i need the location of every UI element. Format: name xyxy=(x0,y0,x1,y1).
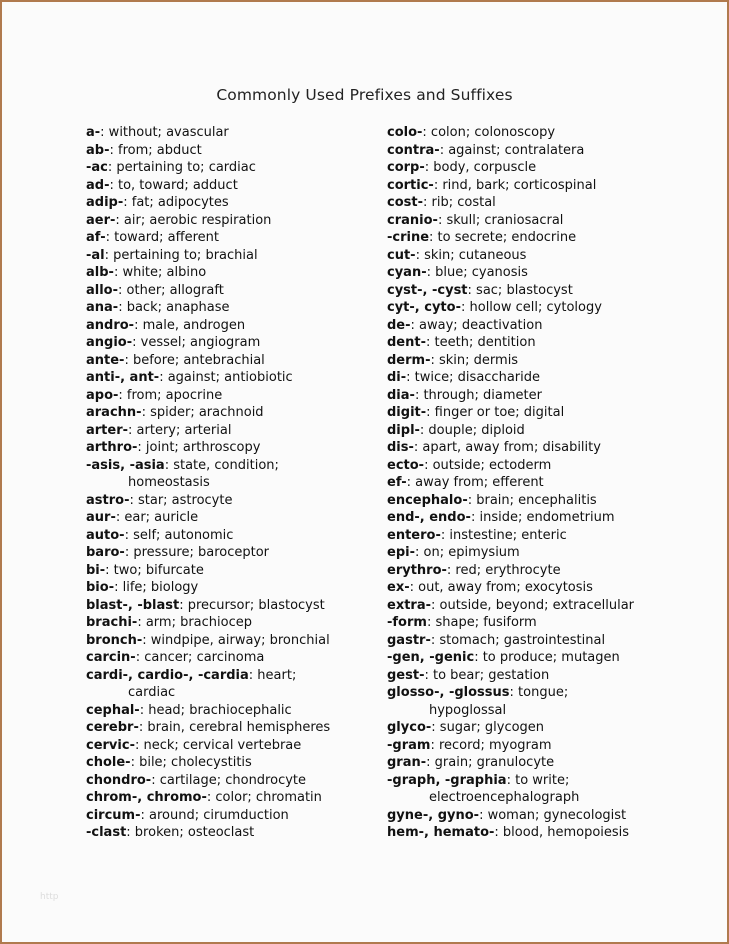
entry-term: -asis, -asia xyxy=(86,457,165,473)
entry-term: cyst-, -cyst xyxy=(387,282,468,298)
glossary-entry xyxy=(86,789,376,807)
entry-definition-continuation: cardiac xyxy=(128,685,176,700)
entry-definition: : rind, bark; corticospinal xyxy=(433,177,597,193)
entry-term: -clast xyxy=(86,825,127,840)
entry-definition: : through; diameter xyxy=(414,387,542,403)
entry-term: cortic- xyxy=(387,177,434,193)
entry-term: cranio- xyxy=(387,212,438,228)
entry-term: ex- xyxy=(387,580,410,595)
entry-term: entero- xyxy=(387,527,441,543)
entry-definition: : outside, beyond; extracellular xyxy=(431,597,635,613)
entry-definition: : brain, cerebral hemispheres xyxy=(138,720,331,735)
entry-term: glyco- xyxy=(387,720,432,735)
glossary-entry xyxy=(86,142,376,160)
glossary-entry xyxy=(86,597,376,615)
glossary-entry xyxy=(387,317,687,335)
glossary-entry xyxy=(387,807,687,825)
glossary-entry xyxy=(86,579,376,597)
entry-definition: : pressure; baroceptor xyxy=(124,545,270,560)
entry-definition: : broken; osteoclast xyxy=(126,825,255,840)
entry-term: ante- xyxy=(86,352,125,368)
entry-term: bio- xyxy=(86,580,115,595)
entry-definition: : rib; costal xyxy=(423,195,496,210)
glossary-entry xyxy=(86,562,376,580)
glossary-entry xyxy=(86,334,376,352)
glossary-entry xyxy=(387,194,687,212)
glossary-entry xyxy=(387,719,687,737)
entry-definition: : brain; encephalitis xyxy=(467,492,597,508)
glossary-entry xyxy=(387,422,687,440)
glossary-entry xyxy=(86,824,376,842)
entry-term: dia- xyxy=(387,387,415,403)
glossary-entry xyxy=(387,684,687,719)
entry-definition: : against; contralatera xyxy=(439,142,585,158)
entry-term: hem-, hemato- xyxy=(387,825,495,840)
glossary-entry xyxy=(387,457,687,475)
glossary-entry xyxy=(387,159,687,177)
entry-term: allo- xyxy=(86,282,119,298)
entry-definition: : white; albino xyxy=(113,265,207,280)
glossary-entry xyxy=(387,509,687,527)
glossary-entry xyxy=(86,212,376,230)
glossary-entry xyxy=(387,264,687,282)
entry-definition: : to bear; gestation xyxy=(424,667,550,683)
glossary-entry xyxy=(387,754,687,772)
entry-definition: : vessel; angiogram xyxy=(132,335,261,350)
glossary-entry xyxy=(387,527,687,545)
glossary-entry xyxy=(86,124,376,142)
entry-term: -gram xyxy=(387,737,431,753)
entry-term: dipl- xyxy=(387,422,420,438)
entry-term: astro- xyxy=(86,492,130,508)
entry-definition-continuation: homeostasis xyxy=(128,475,210,490)
glossary-entry xyxy=(387,597,687,615)
entry-term: gran- xyxy=(387,755,427,770)
entry-term: cyan- xyxy=(387,265,427,280)
glossary-entry xyxy=(86,457,376,492)
entry-definition: : bile; cholecystitis xyxy=(130,755,252,770)
glossary-entry xyxy=(86,632,376,650)
glossary-entry xyxy=(86,177,376,195)
entry-definition: : around; cirumduction xyxy=(140,807,289,823)
entry-term: ecto- xyxy=(387,457,425,473)
entry-term: ab- xyxy=(86,142,110,158)
entry-term: chrom-, chromo- xyxy=(86,790,207,805)
glossary-entry xyxy=(387,247,687,265)
entry-term: extra- xyxy=(387,597,431,613)
entry-term: dis- xyxy=(387,440,414,455)
glossary-entry xyxy=(387,334,687,352)
glossary-entry xyxy=(387,649,687,667)
glossary-entry xyxy=(86,299,376,317)
entry-term: cyt-, cyto- xyxy=(387,300,461,315)
entry-definition: : skull; craniosacral xyxy=(437,212,564,228)
glossary-entry xyxy=(86,754,376,772)
entry-definition: : away from; efferent xyxy=(406,475,544,490)
glossary-entry xyxy=(387,212,687,230)
entry-definition: : apart, away from; disability xyxy=(413,440,601,455)
entry-term: epi- xyxy=(387,545,415,560)
entry-definition: : star; astrocyte xyxy=(129,492,233,508)
entry-term: arter- xyxy=(86,422,129,438)
entry-definition: : sugar; glycogen xyxy=(431,720,545,735)
entry-term: colo- xyxy=(387,125,423,140)
entry-definition: : spider; arachnoid xyxy=(141,405,264,420)
glossary-entry xyxy=(86,282,376,300)
page-title: Commonly Used Prefixes and Suffixes xyxy=(216,86,513,104)
entry-term: -graph, -graphia xyxy=(387,772,507,788)
glossary-entry xyxy=(86,702,376,720)
entry-definition: : joint; arthroscopy xyxy=(137,440,261,455)
entry-term: af- xyxy=(86,230,106,245)
glossary-entry xyxy=(86,264,376,282)
entry-term: derm- xyxy=(387,352,431,368)
entry-term: auto- xyxy=(86,527,125,543)
entry-definition: : arm; brachiocep xyxy=(137,615,252,630)
entry-term: chondro- xyxy=(86,772,152,788)
entry-term: carcin- xyxy=(86,650,136,665)
entry-definition: : other; allograft xyxy=(118,282,224,298)
entry-definition: : twice; disaccharide xyxy=(406,370,540,385)
entry-term: -gen, -genic xyxy=(387,650,475,665)
entry-definition: : woman; gynecologist xyxy=(479,807,627,823)
entry-term: contra- xyxy=(387,142,440,158)
entry-definition: : teeth; dentition xyxy=(426,335,536,350)
entry-definition: : pertaining to; cardiac xyxy=(107,160,256,175)
entry-term: a- xyxy=(86,125,101,140)
glossary-entry xyxy=(387,404,687,422)
glossary-entry xyxy=(86,719,376,737)
entry-definition: : back; anaphase xyxy=(118,300,230,315)
entry-definition: : ear; auricle xyxy=(115,510,199,525)
glossary-entry xyxy=(387,439,687,457)
entry-definition: : head; brachiocephalic xyxy=(139,702,292,718)
entry-definition: : before; antebrachial xyxy=(124,352,265,368)
entry-term: andro- xyxy=(86,317,135,333)
glossary-entry xyxy=(86,614,376,632)
glossary-entry xyxy=(86,369,376,387)
entry-term: ef- xyxy=(387,475,407,490)
glossary-entry xyxy=(387,492,687,510)
glossary-entry xyxy=(86,159,376,177)
glossary-entry xyxy=(387,229,687,247)
glossary-entry xyxy=(387,632,687,650)
glossary-entry xyxy=(86,387,376,405)
glossary-entry xyxy=(387,369,687,387)
entry-definition: : neck; cervical vertebrae xyxy=(134,737,302,753)
entry-definition: : blood, hemopoiesis xyxy=(494,825,630,840)
entry-definition: : against; antiobiotic xyxy=(159,370,293,385)
entry-definition: : two; bifurcate xyxy=(105,562,204,578)
glossary-entry xyxy=(86,492,376,510)
entry-term: ana- xyxy=(86,300,119,315)
right-column xyxy=(387,124,687,842)
glossary-entry xyxy=(387,142,687,160)
left-column xyxy=(86,124,376,842)
entry-term: di- xyxy=(387,370,407,385)
glossary-entry xyxy=(387,124,687,142)
glossary-entry xyxy=(86,352,376,370)
entry-term: glosso-, -glossus xyxy=(387,685,510,700)
entry-definition: : cartilage; chondrocyte xyxy=(151,772,307,788)
entry-definition: : to, toward; adduct xyxy=(109,177,238,193)
entry-definition: : instestine; enteric xyxy=(440,527,567,543)
entry-definition: : cancer; carcinoma xyxy=(135,650,265,665)
glossary-entry xyxy=(387,544,687,562)
entry-term: de- xyxy=(387,317,411,333)
glossary-entry xyxy=(86,649,376,667)
entry-definition: : male, androgen xyxy=(134,317,246,333)
entry-definition: : douple; diploid xyxy=(419,422,525,438)
entry-term: cervic- xyxy=(86,737,135,753)
entry-term: -ac xyxy=(86,160,108,175)
glossary-entry xyxy=(86,667,376,702)
entry-term: -form xyxy=(387,615,427,630)
glossary-entry xyxy=(387,667,687,685)
entry-term: cerebr- xyxy=(86,720,139,735)
entry-term: cost- xyxy=(387,195,423,210)
entry-definition: : on; epimysium xyxy=(414,545,520,560)
entry-definition: : windpipe, airway; bronchial xyxy=(142,632,330,648)
entry-term: aur- xyxy=(86,510,116,525)
entry-definition: : precursor; blastocyst xyxy=(179,597,325,613)
entry-term: blast-, -blast xyxy=(86,597,180,613)
entry-term: -al xyxy=(86,247,105,263)
entry-definition: : body, corpuscle xyxy=(424,160,537,175)
glossary-entry xyxy=(86,509,376,527)
entry-term: end-, endo- xyxy=(387,510,471,525)
entry-definition: : from; abduct xyxy=(109,142,202,158)
entry-definition-continuation: electroencephalograph xyxy=(429,790,580,805)
entry-definition: : toward; afferent xyxy=(105,230,219,245)
entry-term: adip- xyxy=(86,195,124,210)
entry-definition: : to write; xyxy=(506,772,570,788)
entry-definition: : inside; endometrium xyxy=(470,510,615,525)
glossary-entry xyxy=(387,824,687,842)
entry-term: angio- xyxy=(86,335,133,350)
entry-term: erythro- xyxy=(387,562,447,578)
entry-term: gest- xyxy=(387,667,425,683)
entry-term: corp- xyxy=(387,160,425,175)
entry-term: dent- xyxy=(387,335,426,350)
glossary-entry xyxy=(86,194,376,212)
glossary-entry xyxy=(86,422,376,440)
entry-definition: : blue; cyanosis xyxy=(426,265,528,280)
entry-term: ad- xyxy=(86,177,110,193)
entry-definition: : pertaining to; brachial xyxy=(104,247,258,263)
entry-term: alb- xyxy=(86,265,114,280)
entry-definition: : color; chromatin xyxy=(206,790,322,805)
glossary-entry xyxy=(86,527,376,545)
entry-definition: : sac; blastocyst xyxy=(467,282,573,298)
entry-term: digit- xyxy=(387,405,427,420)
entry-definition: : outside; ectoderm xyxy=(424,457,552,473)
entry-definition: : colon; colonoscopy xyxy=(422,125,556,140)
entry-term: anti-, ant- xyxy=(86,370,160,385)
entry-term: arachn- xyxy=(86,405,142,420)
entry-definition: : self; autonomic xyxy=(124,527,234,543)
glossary-entry xyxy=(387,387,687,405)
entry-definition: : state, condition; xyxy=(164,457,279,473)
entry-term: cut- xyxy=(387,247,416,263)
entry-term: circum- xyxy=(86,807,141,823)
entry-definition: : to secrete; endocrine xyxy=(429,230,577,245)
entry-definition: : record; myogram xyxy=(430,737,552,753)
entry-definition: : fat; adipocytes xyxy=(123,195,229,210)
entry-definition: : out, away from; exocytosis xyxy=(409,580,593,595)
entry-definition: : artery; arterial xyxy=(128,422,232,438)
entry-definition: : to produce; mutagen xyxy=(474,650,620,665)
glossary-entry xyxy=(387,282,687,300)
entry-definition: : life; biology xyxy=(114,580,199,595)
glossary-entry xyxy=(86,544,376,562)
entry-definition: : heart; xyxy=(248,667,297,683)
glossary-entry xyxy=(86,404,376,422)
entry-term: bronch- xyxy=(86,632,143,648)
entry-term: -crine xyxy=(387,230,430,245)
glossary-entry xyxy=(387,772,687,807)
glossary-entry xyxy=(387,177,687,195)
glossary-entry xyxy=(387,737,687,755)
glossary-entry xyxy=(387,352,687,370)
entry-definition: : finger or toe; digital xyxy=(426,405,565,420)
entry-definition: : stomach; gastrointestinal xyxy=(430,632,606,648)
entry-definition: : skin; cutaneous xyxy=(415,247,527,263)
glossary-entry xyxy=(86,247,376,265)
entry-term: cephal- xyxy=(86,702,140,718)
entry-term: aer- xyxy=(86,212,116,228)
footer-watermark: http xyxy=(40,892,59,902)
glossary-entry xyxy=(86,807,376,825)
glossary-entry xyxy=(387,299,687,317)
entry-definition: : tongue; xyxy=(509,685,569,700)
entry-definition: : from; apocrine xyxy=(118,387,223,403)
entry-definition: : hollow cell; cytology xyxy=(460,300,602,315)
glossary-entry xyxy=(387,474,687,492)
entry-definition: : shape; fusiform xyxy=(426,615,537,630)
entry-term: gyne-, gyno- xyxy=(387,807,480,823)
glossary-entry xyxy=(387,579,687,597)
entry-definition: : without; avascular xyxy=(100,125,229,140)
entry-term: arthro- xyxy=(86,440,138,455)
entry-term: cardi-, cardio-, -cardia xyxy=(86,667,249,683)
glossary-entry xyxy=(86,317,376,335)
entry-term: encephalo- xyxy=(387,492,468,508)
entry-definition: : skin; dermis xyxy=(430,352,519,368)
glossary-entry xyxy=(387,614,687,632)
entry-term: bi- xyxy=(86,562,106,578)
entry-term: apo- xyxy=(86,387,119,403)
glossary-entry xyxy=(86,229,376,247)
entry-term: gastr- xyxy=(387,632,431,648)
entry-term: baro- xyxy=(86,545,125,560)
entry-definition: : air; aerobic respiration xyxy=(115,212,272,228)
glossary-entry xyxy=(86,439,376,457)
entry-definition: : grain; granulocyte xyxy=(426,755,555,770)
glossary-entry xyxy=(86,772,376,790)
glossary-entry xyxy=(86,737,376,755)
entry-term: brachi- xyxy=(86,615,138,630)
entry-definition-continuation: hypoglossal xyxy=(429,702,507,718)
entry-definition: : red; erythrocyte xyxy=(446,562,561,578)
entry-definition: : away; deactivation xyxy=(410,317,543,333)
entry-term: chole- xyxy=(86,755,131,770)
glossary-entry xyxy=(387,562,687,580)
